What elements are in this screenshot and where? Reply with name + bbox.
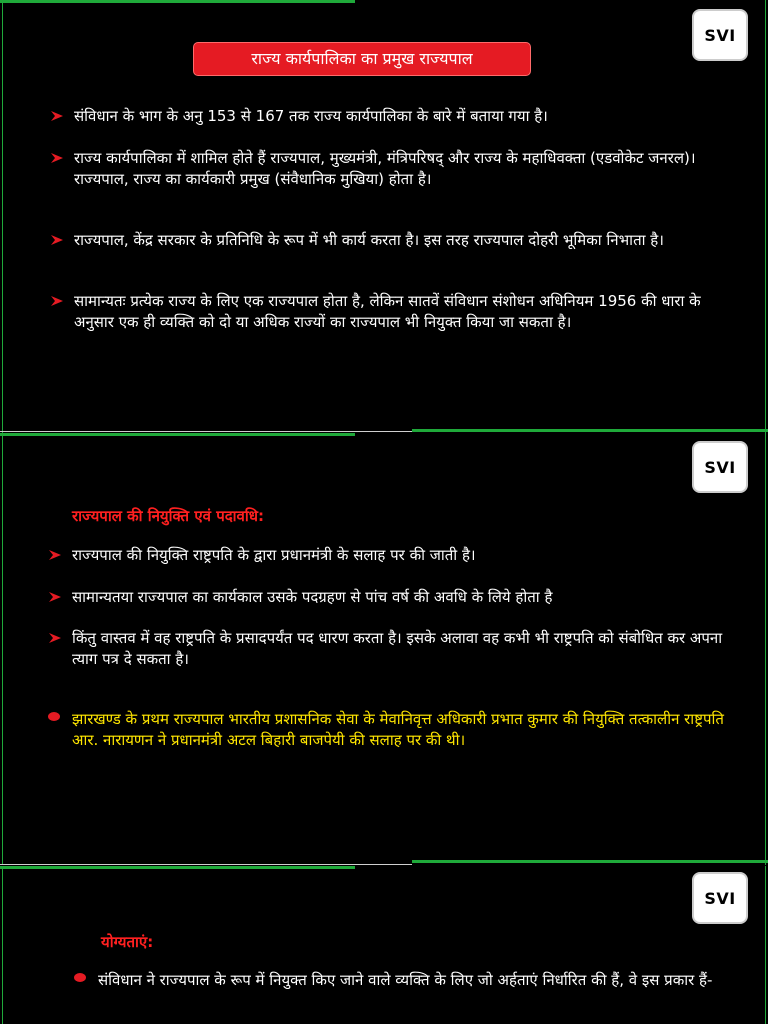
bottom-green-rule <box>412 860 768 863</box>
arrow-bullet-icon <box>50 233 64 247</box>
arrow-bullet-icon <box>48 548 62 562</box>
left-edge <box>2 866 3 1024</box>
arrow-bullet-icon <box>48 631 62 645</box>
bottom-green-rule <box>412 429 768 432</box>
svi-logo: SVI <box>692 9 748 61</box>
bullet-text: राज्य कार्यपालिका में शामिल होते हैं राज्यपाल, मुख्यमंत्री, मंत्रिपरिषद् और राज्य के महाधिवक्ता (एडवोकेट जनरल)। राज्यपाल, राज्य का कार्यकारी प्रमुख (संवैधानिक मुखिया) होता है। <box>74 149 696 188</box>
list-item <box>48 628 728 670</box>
right-edge <box>765 433 766 865</box>
bullet-text: किंतु वास्तव में वह राष्ट्रपति के प्रसादपर्यंत पद धारण करता है। इसके अलावा वह कभी भी राष्ट्रपति को संबोधित कर अपना त्याग पत्र दे सकता है। <box>72 629 723 668</box>
right-edge <box>765 0 766 433</box>
list-item <box>48 587 728 608</box>
arrow-bullet-icon <box>50 294 64 308</box>
slide-2 <box>0 433 768 865</box>
highlight-text: झारखण्ड के प्रथम राज्यपाल भारतीय प्रशासनिक सेवा के मेवानिवृत्त अधिकारी प्रभात कुमार की नियुक्ति तत्कालीन राष्ट्रपति आर. नारायणन ने प्रधानमंत्री अटल बिहारी बाजपेयी की सलाह पर की थी। <box>72 710 724 749</box>
list-item <box>74 970 724 991</box>
top-green-rule <box>0 0 355 3</box>
bullet-text: सामान्यतः प्रत्येक राज्य के लिए एक राज्यपाल होता है, लेकिन सातवें संविधान संशोधन अधिनियम 1956 की धारा के अनुसार एक ही व्यक्ति को दो या अधिक राज्यों का राज्यपाल भी नियुक्त किया जा सकता है। <box>74 292 701 331</box>
section-heading: राज्यपाल की नियुक्ति एवं पदावधि: <box>72 507 265 525</box>
separator-white <box>0 864 412 865</box>
bullet-text: संविधान ने राज्यपाल के रूप में नियुक्त किए जाने वाले व्यक्ति के लिए जो अर्हताएं निर्धारित की हैं, वे इस प्रकार हैं- <box>98 971 713 989</box>
list-item <box>50 106 730 127</box>
dot-bullet-icon <box>48 712 60 721</box>
separator-white <box>0 431 412 432</box>
arrow-bullet-icon <box>50 109 64 123</box>
dot-bullet-icon <box>74 973 86 982</box>
svi-logo: SVI <box>692 441 748 493</box>
bullet-text: राज्यपाल, केंद्र सरकार के प्रतिनिधि के रूप में भी कार्य करता है। इस तरह राज्यपाल दोहरी भूमिका निभाता है। <box>74 231 664 249</box>
slide-3 <box>0 866 768 1024</box>
list-item <box>50 230 730 251</box>
section-heading: योग्यताएं: <box>101 933 154 951</box>
right-edge <box>765 866 766 1024</box>
left-edge <box>2 433 3 865</box>
bullet-text: राज्यपाल की नियुक्ति राष्ट्रपति के द्वारा प्रधानमंत्री के सलाह पर की जाती है। <box>72 546 476 564</box>
svi-logo: SVI <box>692 872 748 924</box>
list-item <box>48 545 728 566</box>
bullet-text: संविधान के भाग के अनु 153 से 167 तक राज्य कार्यपालिका के बारे में बताया गया है। <box>74 107 548 125</box>
arrow-bullet-icon <box>50 151 64 165</box>
list-item <box>50 148 730 190</box>
slide-1 <box>0 0 768 433</box>
bullet-text: सामान्यतया राज्यपाल का कार्यकाल उसके पदग्रहण से पांच वर्ष की अवधि के लिये होता है <box>72 588 553 606</box>
slide-title: राज्य कार्यपालिका का प्रमुख राज्यपाल <box>193 42 531 76</box>
list-item <box>50 291 730 333</box>
top-green-rule <box>0 866 355 869</box>
arrow-bullet-icon <box>48 590 62 604</box>
left-edge <box>2 0 3 433</box>
top-green-rule <box>0 433 355 436</box>
highlight-item <box>48 709 728 751</box>
